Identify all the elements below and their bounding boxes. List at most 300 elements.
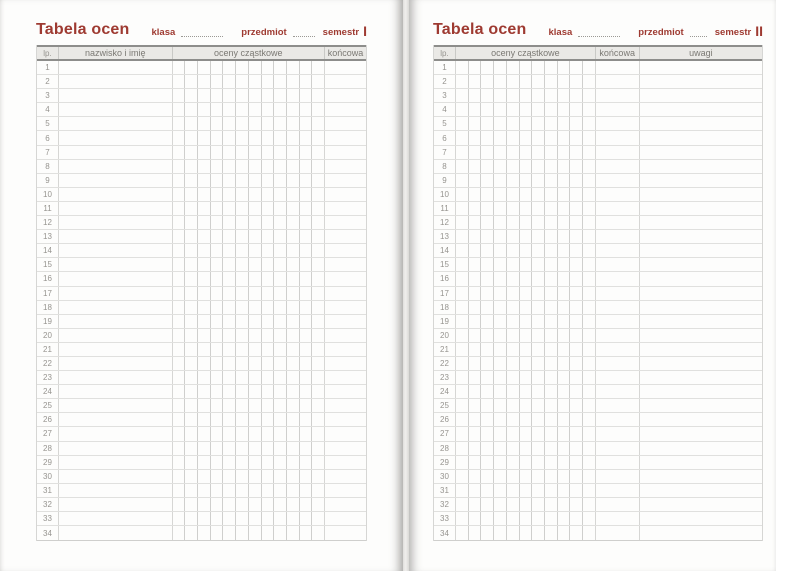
grade-cell: [185, 385, 198, 398]
grade-cell: [558, 456, 571, 469]
final-cell: [596, 103, 640, 116]
grade-cell: [223, 512, 236, 525]
grade-cell: [520, 230, 533, 243]
grade-cells: [456, 103, 596, 116]
grade-cell: [481, 385, 494, 398]
row-number: 27: [37, 427, 59, 440]
final-cell: [325, 484, 366, 497]
name-cell: [59, 244, 173, 257]
semestr-label: semestr: [322, 27, 360, 38]
table-body: [434, 61, 762, 541]
grade-cell: [236, 512, 249, 525]
final-cell: [596, 301, 640, 314]
grade-cell: [558, 301, 571, 314]
grade-cell: [185, 89, 198, 102]
row-number: 30: [37, 470, 59, 483]
grade-cell: [545, 244, 558, 257]
grade-cell: [583, 498, 595, 511]
grade-cell: [274, 526, 287, 540]
grade-cell: [481, 315, 494, 328]
grade-cells: [456, 526, 596, 540]
grade-cell: [532, 526, 545, 540]
grade-cell: [583, 484, 595, 497]
row-number: 28: [37, 442, 59, 455]
grade-cell: [558, 484, 571, 497]
grade-cell: [469, 427, 482, 440]
final-cell: [596, 371, 640, 384]
grade-cell: [532, 371, 545, 384]
table-row: [434, 442, 762, 456]
grade-cell: [456, 343, 469, 356]
grade-cell: [185, 442, 198, 455]
grade-cell: [236, 146, 249, 159]
grade-cell: [223, 427, 236, 440]
grade-cells: [173, 61, 325, 74]
grade-cell: [173, 470, 186, 483]
grade-cell: [583, 75, 595, 88]
row-number: 2: [434, 75, 456, 88]
grade-cell: [469, 160, 482, 173]
grade-cell: [583, 399, 595, 412]
grade-cell: [287, 498, 300, 511]
grade-cell: [223, 385, 236, 398]
grade-cell: [558, 160, 571, 173]
grade-cell: [570, 287, 583, 300]
grade-cell: [287, 75, 300, 88]
grade-cell: [287, 427, 300, 440]
row-number: 32: [434, 498, 456, 511]
grade-cell: [481, 117, 494, 130]
row-number: 13: [37, 230, 59, 243]
final-cell: [596, 526, 640, 540]
grade-cell: [223, 146, 236, 159]
final-cell: [325, 442, 366, 455]
grade-cell: [236, 526, 249, 540]
grade-cell: [507, 131, 520, 144]
grade-cell: [211, 146, 224, 159]
final-cell: [325, 329, 366, 342]
grade-cell: [300, 75, 313, 88]
grade-cell: [583, 146, 595, 159]
name-cell: [59, 399, 173, 412]
row-number: 16: [434, 272, 456, 285]
grade-cell: [481, 258, 494, 271]
grade-cell: [583, 301, 595, 314]
grade-cell: [185, 131, 198, 144]
name-cell: [59, 442, 173, 455]
row-number: 7: [434, 146, 456, 159]
grade-cell: [570, 456, 583, 469]
grade-cell: [287, 442, 300, 455]
grade-cell: [312, 329, 324, 342]
grade-cell: [223, 61, 236, 74]
grade-cell: [494, 61, 507, 74]
grade-cell: [520, 174, 533, 187]
grade-cell: [236, 357, 249, 370]
table-row: [434, 131, 762, 145]
row-number: 31: [434, 484, 456, 497]
table-row: [37, 399, 366, 413]
grade-cell: [300, 258, 313, 271]
final-cell: [325, 61, 366, 74]
grade-cell: [287, 117, 300, 130]
grade-cell: [312, 202, 324, 215]
grade-cell: [469, 498, 482, 511]
grade-cell: [558, 61, 571, 74]
grade-cells: [456, 188, 596, 201]
grade-cell: [469, 343, 482, 356]
grade-cell: [507, 456, 520, 469]
grade-cell: [249, 442, 262, 455]
grade-cell: [274, 456, 287, 469]
grade-cell: [469, 61, 482, 74]
row-number: 28: [434, 442, 456, 455]
grade-cell: [469, 230, 482, 243]
grade-cells: [173, 146, 325, 159]
grade-cell: [456, 230, 469, 243]
grade-cell: [494, 526, 507, 540]
grade-cell: [312, 61, 324, 74]
grade-cell: [494, 244, 507, 257]
grade-cell: [558, 385, 571, 398]
grade-cell: [469, 188, 482, 201]
grade-cell: [249, 188, 262, 201]
final-cell: [325, 131, 366, 144]
grade-cell: [481, 202, 494, 215]
grade-cell: [198, 301, 211, 314]
table-header-row: [434, 45, 762, 61]
grade-cell: [236, 131, 249, 144]
grade-cell: [558, 230, 571, 243]
grade-cell: [570, 385, 583, 398]
final-cell: [325, 258, 366, 271]
grade-cell: [469, 244, 482, 257]
grade-cell: [456, 202, 469, 215]
grade-cell: [456, 89, 469, 102]
grade-cell: [532, 103, 545, 116]
grade-cell: [456, 315, 469, 328]
grade-cell: [532, 216, 545, 229]
grade-cell: [545, 329, 558, 342]
final-cell: [325, 272, 366, 285]
grade-cell: [481, 272, 494, 285]
grade-cell: [185, 315, 198, 328]
final-cell: [596, 343, 640, 356]
row-number: 17: [37, 287, 59, 300]
name-cell: [59, 258, 173, 271]
final-cell: [325, 357, 366, 370]
row-number: 23: [37, 371, 59, 384]
grade-cells: [173, 272, 325, 285]
grade-cell: [570, 89, 583, 102]
grade-cell: [481, 399, 494, 412]
grade-cell: [262, 442, 275, 455]
name-cell: [59, 75, 173, 88]
row-number: 6: [37, 131, 59, 144]
grade-cell: [185, 526, 198, 540]
grade-cell: [532, 427, 545, 440]
grade-cell: [481, 512, 494, 525]
grade-cell: [223, 244, 236, 257]
row-number: 11: [434, 202, 456, 215]
grade-cell: [312, 413, 324, 426]
final-cell: [325, 216, 366, 229]
table-row: [434, 399, 762, 413]
name-cell: [59, 61, 173, 74]
grade-cell: [520, 413, 533, 426]
grade-cell: [545, 188, 558, 201]
grade-cell: [558, 526, 571, 540]
grade-cell: [312, 188, 324, 201]
row-number: 8: [434, 160, 456, 173]
grade-cell: [274, 146, 287, 159]
grade-cell: [545, 287, 558, 300]
grade-cell: [583, 117, 595, 130]
grade-cell: [494, 216, 507, 229]
grade-cell: [185, 343, 198, 356]
row-number: 7: [37, 146, 59, 159]
grade-cell: [570, 258, 583, 271]
grade-cell: [558, 258, 571, 271]
final-cell: [325, 230, 366, 243]
final-cell: [325, 399, 366, 412]
grade-cell: [456, 442, 469, 455]
remarks-cell: [640, 413, 762, 426]
name-cell: [59, 117, 173, 130]
table-row: [37, 385, 366, 399]
grade-cell: [236, 343, 249, 356]
remarks-cell: [640, 357, 762, 370]
grade-cell: [274, 61, 287, 74]
grade-cell: [185, 230, 198, 243]
grade-cell: [211, 456, 224, 469]
grade-cell: [223, 230, 236, 243]
grade-cell: [494, 272, 507, 285]
table-row: [434, 301, 762, 315]
table-row: [37, 484, 366, 498]
table-row: [37, 413, 366, 427]
grade-cell: [469, 272, 482, 285]
grade-cell: [223, 174, 236, 187]
grade-cell: [211, 287, 224, 300]
grade-cell: [545, 385, 558, 398]
grade-cell: [545, 230, 558, 243]
grade-cell: [262, 188, 275, 201]
grade-cell: [223, 89, 236, 102]
grade-cell: [211, 413, 224, 426]
grade-cell: [494, 498, 507, 511]
row-number: 29: [37, 456, 59, 469]
remarks-cell: [640, 244, 762, 257]
grade-cell: [469, 512, 482, 525]
grade-cell: [469, 371, 482, 384]
grade-cells: [456, 484, 596, 497]
grade-cell: [236, 216, 249, 229]
grade-cell: [173, 329, 186, 342]
final-cell: [325, 470, 366, 483]
grade-cell: [262, 61, 275, 74]
grade-cell: [249, 456, 262, 469]
grade-cell: [236, 484, 249, 497]
grade-cell: [274, 315, 287, 328]
grade-cell: [223, 315, 236, 328]
grade-cell: [570, 301, 583, 314]
grade-cells: [173, 413, 325, 426]
grade-cells: [173, 188, 325, 201]
grade-cell: [494, 385, 507, 398]
grade-cell: [532, 230, 545, 243]
grade-cells: [456, 146, 596, 159]
grade-cell: [532, 131, 545, 144]
grade-cell: [223, 301, 236, 314]
grade-cell: [211, 512, 224, 525]
table-row: [434, 160, 762, 174]
grade-cell: [494, 202, 507, 215]
name-cell: [59, 371, 173, 384]
grade-cell: [583, 131, 595, 144]
grade-cell: [469, 526, 482, 540]
grade-cell: [481, 413, 494, 426]
grade-cell: [300, 188, 313, 201]
grade-cell: [249, 174, 262, 187]
grade-cell: [262, 244, 275, 257]
final-cell: [596, 230, 640, 243]
grade-cell: [507, 315, 520, 328]
row-number: 24: [37, 385, 59, 398]
grade-cell: [185, 371, 198, 384]
klasa-label: klasa: [151, 27, 176, 38]
grade-cell: [211, 329, 224, 342]
table-row: [434, 103, 762, 117]
grade-cell: [300, 89, 313, 102]
column-header-grades: oceny cząstkowe: [173, 47, 325, 59]
grade-cell: [249, 427, 262, 440]
grade-cell: [481, 174, 494, 187]
grade-cell: [532, 202, 545, 215]
table-row: [434, 202, 762, 216]
grade-cell: [300, 61, 313, 74]
name-cell: [59, 470, 173, 483]
grade-cell: [456, 160, 469, 173]
table-row: [434, 216, 762, 230]
grade-cells: [173, 117, 325, 130]
grade-cell: [249, 399, 262, 412]
grade-cell: [312, 498, 324, 511]
grade-cell: [262, 427, 275, 440]
grade-cell: [520, 75, 533, 88]
grade-cell: [520, 89, 533, 102]
table-row: [37, 329, 366, 343]
grade-cells: [456, 287, 596, 300]
table-row: [37, 244, 366, 258]
grade-cells: [173, 75, 325, 88]
grade-cells: [456, 371, 596, 384]
grade-cell: [558, 103, 571, 116]
grade-cell: [211, 399, 224, 412]
final-cell: [596, 272, 640, 285]
row-number: 29: [434, 456, 456, 469]
grade-cell: [173, 244, 186, 257]
grade-cell: [545, 357, 558, 370]
grade-cell: [507, 272, 520, 285]
grade-cell: [469, 301, 482, 314]
grade-cell: [312, 160, 324, 173]
grade-cell: [287, 131, 300, 144]
grade-cell: [185, 103, 198, 116]
grade-cell: [494, 456, 507, 469]
grade-cell: [583, 103, 595, 116]
grade-cells: [456, 75, 596, 88]
grade-cell: [211, 188, 224, 201]
grade-cell: [211, 371, 224, 384]
remarks-cell: [640, 61, 762, 74]
grade-cell: [456, 103, 469, 116]
grade-cell: [274, 357, 287, 370]
final-cell: [596, 442, 640, 455]
row-number: 10: [434, 188, 456, 201]
grade-cell: [300, 399, 313, 412]
grade-cell: [558, 146, 571, 159]
grade-cell: [236, 399, 249, 412]
grade-cell: [274, 498, 287, 511]
row-number: 32: [37, 498, 59, 511]
grade-cell: [532, 413, 545, 426]
grade-cell: [198, 146, 211, 159]
final-cell: [325, 456, 366, 469]
remarks-cell: [640, 131, 762, 144]
row-number: 12: [434, 216, 456, 229]
grade-cell: [481, 89, 494, 102]
grade-cell: [312, 146, 324, 159]
grade-cells: [173, 385, 325, 398]
grade-cell: [570, 470, 583, 483]
grade-cell: [312, 343, 324, 356]
grade-cell: [570, 413, 583, 426]
grade-cell: [249, 103, 262, 116]
grade-cells: [173, 484, 325, 497]
grade-cell: [469, 258, 482, 271]
grade-cell: [249, 202, 262, 215]
grade-cell: [287, 103, 300, 116]
grade-cell: [456, 470, 469, 483]
grade-cell: [456, 216, 469, 229]
column-header-grades: oceny cząstkowe: [456, 47, 596, 59]
grade-cell: [223, 103, 236, 116]
grade-cells: [456, 413, 596, 426]
grade-cell: [456, 526, 469, 540]
grade-cell: [312, 456, 324, 469]
table-row: [37, 272, 366, 286]
final-cell: [596, 75, 640, 88]
grade-cells: [173, 258, 325, 271]
grade-cell: [583, 202, 595, 215]
grade-cell: [481, 216, 494, 229]
grade-cell: [558, 244, 571, 257]
grade-cell: [300, 202, 313, 215]
row-number: 6: [434, 131, 456, 144]
grade-cell: [236, 188, 249, 201]
row-number: 20: [37, 329, 59, 342]
grade-cell: [558, 329, 571, 342]
row-number: 11: [37, 202, 59, 215]
grade-cell: [185, 357, 198, 370]
grade-cell: [507, 385, 520, 398]
grade-cells: [456, 131, 596, 144]
page-title: Tabela ocen: [433, 21, 527, 38]
grade-cell: [520, 470, 533, 483]
grade-cell: [507, 202, 520, 215]
grade-cell: [198, 258, 211, 271]
